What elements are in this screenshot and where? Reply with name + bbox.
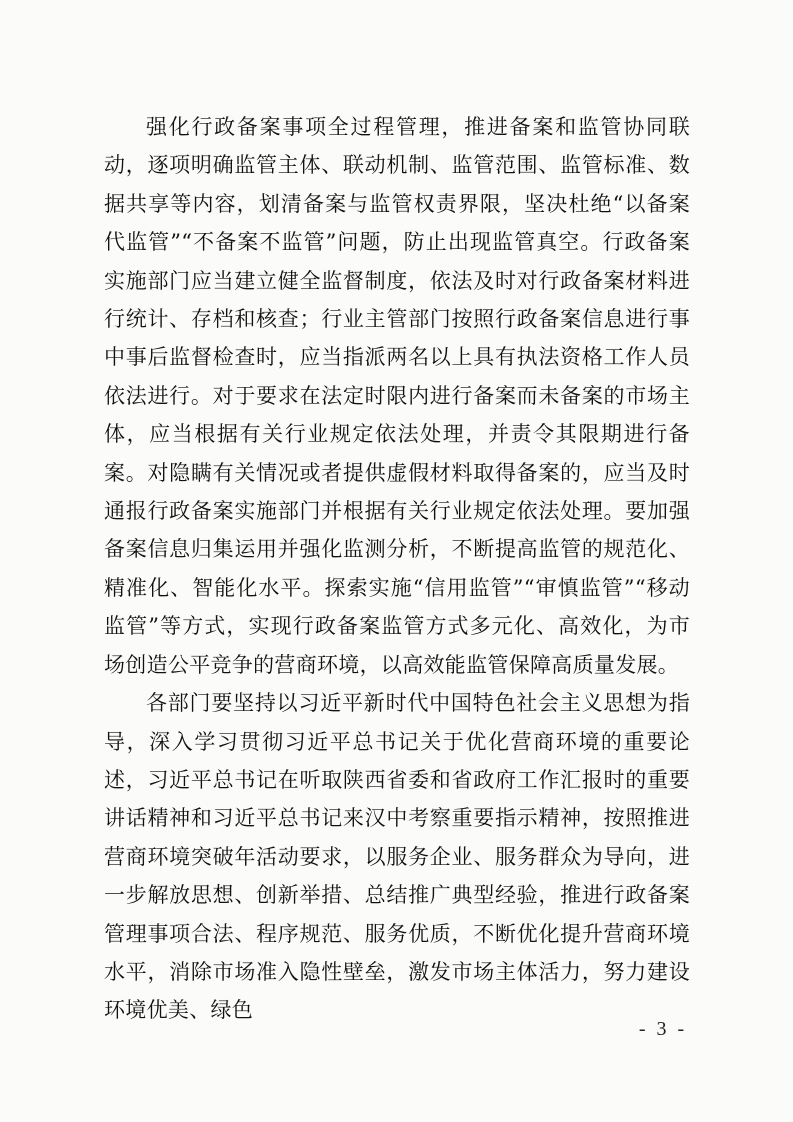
paragraph-departments-requirements: 各部门要坚持以习近平新时代中国特色社会主义思想为指导，深入学习贯彻习近平总书记关于优化营商环境的重要论述，习近平总书记在听取陕西省委和省政府工作汇报时的重要讲话精神和习近平总书记来汉中考察重要指示精神，按照推进营商环境突破年活动要求，以服务企业、服务群众为导向，进一步解放思想、创新举措、总结推广典型经验，推进行政备案管理事项合法、程序规范、服务优质，不断优化提升营商环境水平，消除市场准入隐性壁垒，激发市场主体活力，努力建设环境优美、绿色: [104, 691, 690, 1023]
paragraph-filing-supervision: 强化行政备案事项全过程管理，推进备案和监管协同联动，逐项明确监管主体、联动机制、监管范围、监管标准、数据共享等内容，划清备案与监管权责界限，坚决杜绝“以备案代监管”“不备案不监管”问题，防止出现监管真空。行政备案实施部门应当建立健全监督制度，依法及时对行政备案材料进行统计、存档和核查；行业主管部门按照行政备案信息进行事中事后监督检查时，应当指派两名以上具有执法资格工作人员依法进行。对于要求在法定时限内进行备案而未备案的市场主体，应当根据有关行业规定依法处理，并责令其限期进行备案。对隐瞒有关情况或者提供虚假材料取得备案的，应当及时通报行政备案实施部门并根据有关行业规定依法处理。要加强备案信息归集运用并强化监测分析，不断提高监管的规范化、精准化、智能化水平。探索实施“信用监管”“审慎监管”“移动监管”等方式，实现行政备案监管方式多元化、高效化，为市场创造公平竞争的营商环境，以高效能监管保障高质量发展。: [104, 115, 690, 677]
document-body: [104, 108, 690, 1030]
page-number: - 3 -: [638, 1018, 688, 1040]
